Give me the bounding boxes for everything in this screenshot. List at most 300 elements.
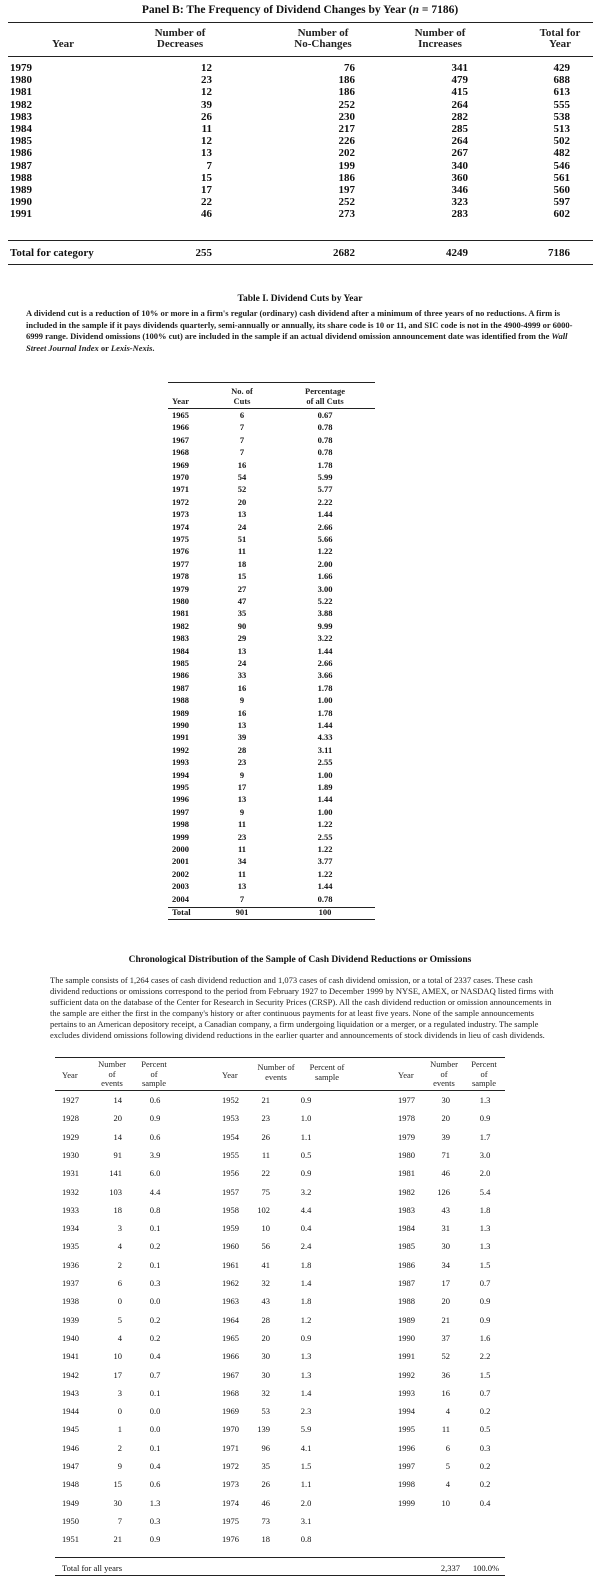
row-decreases: 7 <box>206 159 212 172</box>
row-pct: 0.6 <box>149 1131 161 1142</box>
row-year: 1979 <box>172 583 189 594</box>
row-pct: 1.00 <box>317 769 333 780</box>
row-year: 1930 <box>62 1149 79 1160</box>
row-pct: 1.3 <box>300 1351 312 1362</box>
row-pct: 1.44 <box>317 645 333 656</box>
row-year: 1957 <box>222 1186 239 1197</box>
total-decreases: 255 <box>195 247 212 259</box>
row-total: 538 <box>553 110 570 123</box>
row-pct: 2.4 <box>300 1241 312 1252</box>
header-pct-line: sample <box>141 1078 167 1088</box>
row-year: 1992 <box>172 744 189 755</box>
row-events: 20 <box>261 1332 270 1343</box>
header-pct <box>285 386 365 406</box>
row-pct: 5.9 <box>300 1424 312 1435</box>
row-increases: 283 <box>451 208 468 221</box>
row-year: 1983 <box>172 633 189 644</box>
row-increases: 264 <box>451 98 468 111</box>
row-cuts: 9 <box>239 806 245 817</box>
table-i-note-text: A dividend cut is a reduction of 10% or more in a firm's regular (ordinary) cash dividend after a minimum of three years of no reductions. A firm is included in the sample if it pays dividends quarterly, semi-annually or annually, its share code is 10 or 11, and SIC code is not in the 4900-4999 or 6000-6999 range. Dividend omissions (100% cut) are included in the sample if an actual dividend omission announcement date was identified from the <box>26 308 573 341</box>
row-year: 1969 <box>172 459 189 470</box>
header-events-3 <box>422 1060 466 1089</box>
row-cuts: 9 <box>239 695 245 706</box>
row-events: 37 <box>441 1332 450 1343</box>
row-no-changes: 186 <box>338 86 355 99</box>
row-pct: 2.00 <box>317 558 333 569</box>
row-pct: 0.7 <box>479 1278 491 1288</box>
row-year: 1939 <box>62 1314 79 1325</box>
row-year: 1989 <box>10 184 32 196</box>
row-year: 1973 <box>222 1479 239 1490</box>
row-events: 0 <box>117 1296 122 1307</box>
header-pct-line: sample <box>471 1078 497 1088</box>
row-events: 35 <box>261 1461 270 1471</box>
header-cuts-line: No. of <box>231 386 253 396</box>
header-events-line: Number of <box>257 1062 295 1072</box>
header-pct-line: Percent of <box>309 1062 345 1072</box>
row-pct: 3.88 <box>317 608 333 619</box>
row-pct: 1.44 <box>317 794 333 805</box>
row-year: 1972 <box>172 496 189 507</box>
row-total: 502 <box>553 135 570 148</box>
row-pct: 3.0 <box>479 1149 491 1160</box>
row-total: 597 <box>553 196 570 209</box>
row-year: 1991 <box>398 1351 415 1362</box>
row-decreases: 15 <box>201 171 212 184</box>
row-events: 21 <box>441 1314 450 1325</box>
row-events: 34 <box>441 1259 450 1270</box>
row-pct: 0.67 <box>317 410 333 420</box>
row-cuts: 16 <box>237 459 247 470</box>
row-pct: 0.0 <box>149 1424 161 1435</box>
header-events-1 <box>92 1060 132 1089</box>
row-total: 560 <box>553 184 570 196</box>
row-events: 5 <box>117 1314 122 1325</box>
row-events: 14 <box>113 1131 122 1142</box>
row-pct: 1.3 <box>479 1223 491 1234</box>
row-year: 2004 <box>172 893 189 904</box>
row-year: 1997 <box>398 1461 415 1471</box>
row-events: 56 <box>261 1241 270 1252</box>
row-events: 18 <box>113 1204 122 1215</box>
table-i-note-text: or <box>98 342 111 353</box>
row-year: 1968 <box>172 447 189 458</box>
row-year: 1996 <box>172 794 189 805</box>
header-cuts <box>217 386 267 406</box>
row-decreases: 13 <box>201 147 212 160</box>
total-label: Total <box>172 907 191 917</box>
row-year: 2001 <box>172 856 189 867</box>
row-year: 1979 <box>398 1131 415 1142</box>
row-pct: 0.78 <box>317 893 333 904</box>
header-pct-line: sample <box>314 1071 340 1082</box>
row-year: 1972 <box>222 1461 239 1471</box>
row-year: 1998 <box>398 1479 415 1490</box>
row-year: 1967 <box>222 1369 239 1380</box>
header-events-line: events <box>265 1071 287 1082</box>
header-no-changes <box>283 28 363 50</box>
row-pct: 2.66 <box>317 658 333 668</box>
row-pct: 0.2 <box>479 1461 491 1471</box>
row-events: 1 <box>117 1424 122 1435</box>
row-decreases: 39 <box>201 98 212 111</box>
header-pct-line: Percent <box>471 1059 497 1069</box>
row-pct: 1.1 <box>300 1479 312 1490</box>
row-pct: 5.22 <box>317 596 333 606</box>
row-pct: 0.5 <box>300 1149 312 1160</box>
header-pct-line: of <box>480 1068 488 1079</box>
row-year: 1970 <box>172 472 189 482</box>
row-cuts: 13 <box>237 509 247 520</box>
row-increases: 285 <box>451 123 468 135</box>
row-total: 602 <box>553 208 570 221</box>
row-year: 1992 <box>398 1369 415 1380</box>
row-cuts: 13 <box>237 720 247 730</box>
row-pct: 1.4 <box>300 1278 312 1288</box>
header-year-1: Year <box>62 1070 78 1080</box>
total-cuts: 901 <box>235 907 249 917</box>
total-events: 2,337 <box>440 1563 460 1573</box>
row-cuts: 7 <box>239 434 245 445</box>
row-events: 73 <box>261 1515 270 1526</box>
row-year: 1940 <box>62 1332 79 1343</box>
row-events: 139 <box>257 1424 270 1435</box>
row-cuts: 17 <box>237 782 247 792</box>
row-events: 2 <box>117 1442 122 1453</box>
row-pct: 0.3 <box>149 1278 161 1288</box>
row-year: 1989 <box>172 707 189 718</box>
row-pct: 1.44 <box>317 509 333 520</box>
row-events: 30 <box>441 1241 450 1252</box>
row-pct: 2.55 <box>317 757 333 768</box>
row-cuts: 15 <box>237 571 247 582</box>
row-year: 1931 <box>62 1168 79 1179</box>
row-year: 1986 <box>398 1259 415 1270</box>
row-events: 6 <box>117 1278 122 1288</box>
header-decreases <box>140 28 220 50</box>
row-pct: 0.9 <box>479 1296 491 1307</box>
row-total: 513 <box>553 123 570 135</box>
row-year: 1977 <box>398 1095 415 1105</box>
row-pct: 1.78 <box>317 682 333 693</box>
row-year: 1968 <box>222 1387 239 1398</box>
row-cuts: 13 <box>237 645 247 656</box>
table-i-title: Table I. Dividend Cuts by Year <box>237 294 363 304</box>
row-year: 1941 <box>62 1351 79 1362</box>
header-year-2: Year <box>222 1070 238 1080</box>
row-no-changes: 186 <box>338 74 355 87</box>
row-pct: 1.78 <box>317 707 333 718</box>
row-year: 1971 <box>222 1442 239 1453</box>
table-i-note-source: Lexis-Nexis <box>110 342 153 353</box>
row-cuts: 23 <box>237 757 247 768</box>
row-pct: 0.78 <box>317 434 333 445</box>
row-year: 1985 <box>172 658 189 668</box>
row-events: 20 <box>441 1296 450 1307</box>
row-events: 10 <box>113 1351 122 1362</box>
row-year: 1980 <box>172 596 189 606</box>
row-year: 1983 <box>398 1204 415 1215</box>
row-year: 1933 <box>62 1204 79 1215</box>
top-rule <box>8 22 593 23</box>
row-decreases: 12 <box>201 86 212 99</box>
row-year: 1935 <box>62 1241 79 1252</box>
row-cuts: 51 <box>237 534 247 544</box>
panel-b-title-n: n <box>412 4 420 16</box>
row-year: 1990 <box>398 1332 415 1343</box>
row-pct: 1.22 <box>317 819 333 830</box>
row-year: 1964 <box>222 1314 239 1325</box>
row-increases: 323 <box>451 196 468 209</box>
row-pct: 1.7 <box>479 1131 491 1142</box>
row-events: 31 <box>441 1223 450 1234</box>
row-year: 1990 <box>10 196 32 209</box>
row-pct: 0.9 <box>149 1113 161 1124</box>
row-pct: 0.9 <box>300 1332 312 1343</box>
row-cuts: 7 <box>239 447 245 458</box>
row-pct: 3.11 <box>317 744 333 755</box>
row-cuts: 23 <box>237 831 247 842</box>
total-rule <box>8 240 593 241</box>
header-pct-line: of all Cuts <box>306 396 344 406</box>
row-pct: 0.2 <box>479 1406 491 1417</box>
row-year: 1989 <box>398 1314 415 1325</box>
row-pct: 2.22 <box>317 496 333 507</box>
row-events: 14 <box>113 1095 122 1105</box>
row-decreases: 46 <box>201 208 212 221</box>
row-events: 10 <box>441 1497 450 1508</box>
row-pct: 2.66 <box>317 521 333 532</box>
row-year: 1997 <box>172 806 189 817</box>
row-events: 16 <box>441 1387 450 1398</box>
row-pct: 3.00 <box>317 583 333 594</box>
row-events: 26 <box>261 1131 270 1142</box>
row-year: 1986 <box>10 147 32 160</box>
header-events-line: of <box>440 1068 448 1079</box>
row-pct: 3.22 <box>317 633 333 644</box>
table-i-dividend-cuts <box>0 290 600 930</box>
row-year: 1978 <box>398 1113 415 1124</box>
row-events: 22 <box>261 1168 270 1179</box>
row-cuts: 29 <box>237 633 247 644</box>
row-year: 1987 <box>172 682 189 693</box>
row-cuts: 54 <box>237 472 247 482</box>
row-year: 1982 <box>172 620 189 631</box>
header-pct-line: Percent <box>141 1059 167 1069</box>
chrono-title: Chronological Distribution of the Sample of Cash Dividend Reductions or Omissions <box>128 955 472 965</box>
row-year: 1948 <box>62 1479 79 1490</box>
row-pct: 0.4 <box>479 1497 491 1508</box>
row-events: 21 <box>113 1534 122 1545</box>
row-events: 46 <box>261 1497 270 1508</box>
header-pct-line: of <box>150 1068 158 1079</box>
total-total: 7186 <box>548 247 570 259</box>
header-pct-line: Percentage <box>305 386 345 396</box>
row-pct: 0.4 <box>149 1461 161 1471</box>
row-year: 1973 <box>172 509 189 520</box>
row-pct: 3.9 <box>149 1149 161 1160</box>
row-year: 1976 <box>222 1534 239 1545</box>
row-pct: 0.9 <box>300 1095 312 1105</box>
row-cuts: 34 <box>237 856 247 867</box>
row-pct: 3.66 <box>317 670 333 681</box>
row-pct: 4.33 <box>317 732 333 743</box>
chrono-note: The sample consists of 1,264 cases of cash dividend reduction and 1,073 cases of cash dividend omission, or a total of 2337 cases. These cash dividend reductions or omissions correspond to the period from February 1927 to December 1999 by NYSE, AMEX, or NASDAQ listed firms with sufficient data on the database of the Center for Research in Security Prices (CRSP). All the cash dividend reduction or omission announcements in the sample are either the first in the company's history or after continuous payments for at least five years. None of the sample announcements pertains to an American depository receipt, a Canadian company, a firm undergoing liquidation or a merger, or a regulated industry. The sample excludes dividend omissions following dividend reductions in the earlier quarter and announcements of stock dividends in lieu of cash dividends. <box>50 975 554 1040</box>
row-pct: 0.4 <box>300 1223 312 1234</box>
row-year: 1958 <box>222 1204 239 1215</box>
header-total-line: Year <box>549 38 571 50</box>
row-year: 1965 <box>172 410 189 420</box>
bottom-rule <box>55 1575 505 1576</box>
row-no-changes: 226 <box>338 135 355 148</box>
table-i-note-text: . <box>152 342 155 353</box>
row-events: 2 <box>117 1259 122 1270</box>
header-rule <box>168 408 375 409</box>
row-year: 1970 <box>222 1424 239 1435</box>
header-year: Year <box>52 38 74 50</box>
row-year: 1996 <box>398 1442 415 1453</box>
row-pct: 0.0 <box>149 1296 161 1307</box>
row-pct: 0.78 <box>317 447 333 458</box>
row-year: 1999 <box>398 1497 415 1508</box>
row-year: 1932 <box>62 1186 79 1197</box>
table-i-note <box>26 308 574 354</box>
row-increases: 415 <box>451 86 468 99</box>
row-no-changes: 252 <box>338 98 355 111</box>
header-events-line: events <box>433 1078 455 1088</box>
row-events: 41 <box>261 1259 270 1270</box>
row-pct: 1.8 <box>479 1204 491 1215</box>
row-cuts: 11 <box>237 844 247 854</box>
row-events: 43 <box>261 1296 270 1307</box>
row-cuts: 52 <box>237 484 247 495</box>
row-events: 43 <box>441 1204 450 1215</box>
row-pct: 0.9 <box>149 1534 161 1545</box>
row-year: 1980 <box>10 74 32 87</box>
row-no-changes: 217 <box>338 123 355 135</box>
row-year: 1985 <box>10 135 32 148</box>
table-i-note-source: Wall Street Journal Index <box>26 331 568 353</box>
row-year: 1963 <box>222 1296 239 1307</box>
row-cuts: 11 <box>237 819 247 830</box>
row-cuts: 24 <box>237 521 247 532</box>
row-events: 75 <box>261 1186 270 1197</box>
row-year: 1978 <box>172 571 189 582</box>
row-events: 102 <box>257 1204 270 1215</box>
row-decreases: 11 <box>201 123 212 135</box>
row-pct: 1.3 <box>479 1241 491 1252</box>
row-cuts: 6 <box>239 410 245 420</box>
row-no-changes: 199 <box>338 159 355 172</box>
row-pct: 1.2 <box>300 1314 312 1325</box>
row-pct: 0.1 <box>149 1442 161 1453</box>
row-increases: 267 <box>451 147 468 160</box>
row-cuts: 24 <box>237 658 247 668</box>
row-year: 1929 <box>62 1131 79 1142</box>
row-year: 1956 <box>222 1168 239 1179</box>
row-pct: 0.3 <box>149 1515 161 1526</box>
row-no-changes: 197 <box>338 184 355 196</box>
row-year: 1943 <box>62 1387 79 1398</box>
row-year: 1999 <box>172 831 189 842</box>
header-total-line: Total for <box>539 27 581 39</box>
row-cuts: 11 <box>237 546 247 557</box>
row-year: 1960 <box>222 1241 239 1252</box>
row-year: 1994 <box>172 769 189 780</box>
row-pct: 0.78 <box>317 422 333 433</box>
row-pct: 0.9 <box>479 1113 491 1124</box>
row-total: 546 <box>553 159 570 172</box>
header-rule <box>55 1090 505 1091</box>
row-pct: 1.5 <box>479 1369 491 1380</box>
row-pct: 1.3 <box>300 1369 312 1380</box>
row-year: 2003 <box>172 881 189 892</box>
row-year: 1936 <box>62 1259 79 1270</box>
row-decreases: 12 <box>201 135 212 148</box>
row-pct: 2.0 <box>300 1497 312 1508</box>
row-pct: 3.1 <box>300 1515 312 1526</box>
header-year: Year <box>172 396 189 406</box>
row-year: 1979 <box>10 62 32 74</box>
row-year: 1988 <box>172 695 189 706</box>
row-year: 1995 <box>398 1424 415 1435</box>
row-events: 17 <box>113 1369 122 1380</box>
row-year: 1938 <box>62 1296 79 1307</box>
row-pct: 0.1 <box>149 1259 161 1270</box>
row-year: 1966 <box>222 1351 239 1362</box>
total-label: Total for category <box>10 247 94 259</box>
row-pct: 0.7 <box>149 1369 161 1380</box>
row-events: 103 <box>109 1186 122 1197</box>
row-year: 1994 <box>398 1406 415 1417</box>
row-year: 1950 <box>62 1515 79 1526</box>
row-pct: 1.22 <box>317 868 333 879</box>
row-events: 11 <box>441 1424 450 1435</box>
row-year: 1928 <box>62 1113 79 1124</box>
header-increases <box>400 28 480 50</box>
row-pct: 1.0 <box>300 1113 312 1124</box>
row-year: 2002 <box>172 868 189 879</box>
row-cuts: 11 <box>237 868 247 879</box>
row-year: 1981 <box>10 86 32 99</box>
row-no-changes: 76 <box>344 62 355 74</box>
row-pct: 1.6 <box>479 1332 491 1343</box>
row-decreases: 23 <box>201 74 212 87</box>
row-pct: 1.89 <box>317 782 333 792</box>
row-year: 1947 <box>62 1461 79 1471</box>
row-pct: 9.99 <box>317 620 333 631</box>
row-cuts: 16 <box>237 707 247 718</box>
row-events: 3 <box>117 1223 122 1234</box>
row-year: 1937 <box>62 1278 79 1288</box>
panel-b-title <box>0 4 600 16</box>
row-year: 1995 <box>172 782 189 792</box>
row-year: 1955 <box>222 1149 239 1160</box>
row-events: 71 <box>441 1149 450 1160</box>
row-pct: 2.3 <box>300 1406 312 1417</box>
row-decreases: 22 <box>201 196 212 209</box>
row-no-changes: 252 <box>338 196 355 209</box>
row-events: 52 <box>441 1351 450 1362</box>
row-cuts: 18 <box>237 558 247 569</box>
row-increases: 282 <box>451 110 468 123</box>
row-pct: 5.99 <box>317 472 333 482</box>
row-events: 11 <box>261 1149 270 1160</box>
row-pct: 1.66 <box>317 571 333 582</box>
bottom-rule <box>168 919 375 920</box>
row-pct: 3.77 <box>317 856 333 867</box>
row-year: 1990 <box>172 720 189 730</box>
